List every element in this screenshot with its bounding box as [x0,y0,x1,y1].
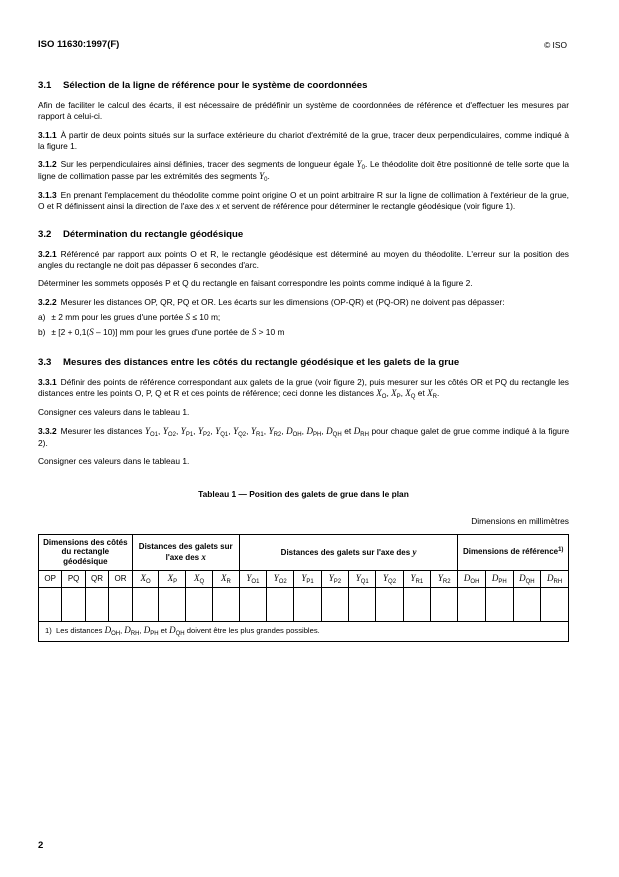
col-dqh: $D_{QH}$ [513,570,541,587]
col-op: OP [39,570,62,587]
copyright-notice: © ISO [544,40,567,50]
section-3-1-intro: Afin de faciliter le calcul des écarts, il est nécessaire de prédéfinir un système de coordonnées de référence et d'effectuer les mesures par rapport à celui-ci. [38,100,569,122]
col-doh: $D_{OH}$ [458,570,486,587]
col-pq: PQ [62,570,85,587]
col-dph: $D_{PH}$ [485,570,513,587]
col-xo: $X_O$ [132,570,159,587]
page-number: 2 [38,840,44,851]
table-footnote: 1) Les distances $D_{OH}$, $D_{RH}$, $D_{PH}$ et $D_{QH}$ doivent être les plus grandes possibles. [39,621,569,641]
paragraph-3-3-1: 3.3.1 Définir des points de référence correspondant aux galets de la grue (voir figure 2), puis mesurer sur les côtés OR et PQ du rectangle les distances entre les points O, P, Q et R et ces points de référence; ceci donne les distances $X_O$, $X_P$, $X_Q$ et $X_R$. [38,377,569,400]
col-yr2: $Y_{R2}$ [431,570,458,587]
standard-designation: ISO 11630:1997(F) [38,39,120,50]
paragraph-3-2-1: 3.2.1 Référencé par rapport aux points O et R, le rectangle géodésique est déterminé au moyen du théodolite. L'erreur sur la position des angles du rectangle ne doit pas dépasser 6 secondes d'arc. [38,248,569,270]
paragraph-3-1-2: 3.1.2 Sur les perpendiculaires ainsi définies, tracer des segments de longueur égale $Y_0$. Le théodolite doit être positionné de telle sorte que la ligne de collimation passe par les extrémités des segments $Y_0$. [38,159,570,183]
col-yq2: $Y_{Q2}$ [376,570,403,587]
col-xq: $X_Q$ [186,570,213,587]
table-unit-note: Dimensions en millimètres [471,515,569,526]
group-rectangle-sides: Dimensions des côtés du rectangle géodésique [39,534,133,570]
section-3-2-heading: 3.2 Détermination du rectangle géodésique [38,228,244,240]
list-item-a: a) ± 2 mm pour les grues d'une portée S ≤ 10 m; [38,311,221,322]
col-yq1: $Y_{Q1}$ [349,570,376,587]
col-yo1: $Y_{O1}$ [239,570,266,587]
col-yp1: $Y_{P1}$ [294,570,321,587]
paragraph-3-2-1-b: Déterminer les sommets opposés P et Q du rectangle en faisant correspondre les points comme indiqué à la figure 2. [38,278,473,289]
paragraph-3-1-3: 3.1.3 En prenant l'emplacement du théodolite comme point origine O et un point arbitraire R sur la ligne de collimation à l'extérieur de la grue, O et R définissent ainsi la direction de l'axe des x et servent de référence pour déterminer le rectangle géodésique (voir figure 1). [38,190,569,212]
section-3-3-heading: 3.3 Mesures des distances entre les côtés du rectangle géodésique et les galets de la grue [38,356,460,368]
col-yp2: $Y_{P2}$ [321,570,348,587]
list-item-b: b) ± [2 + 0,1(S – 10)] mm pour les grues d'une portée de S > 10 m [38,327,285,338]
group-y-distances: Distances des galets sur l'axe des y [239,534,458,570]
group-x-distances: Distances des galets sur l'axe des x [132,534,239,570]
col-qr: QR [85,570,108,587]
col-yr1: $Y_{R1}$ [403,570,430,587]
consign-note-1: Consigner ces valeurs dans le tableau 1. [38,407,190,418]
table-group-header [39,534,569,570]
table-row [39,587,569,621]
table-1 [38,534,569,642]
col-xp: $X_P$ [159,570,186,587]
paragraph-3-1-1: 3.1.1 À partir de deux points situés sur la surface extérieure du chariot d'extrémité de la grue, tracer deux perpendiculaires, comme indiqué à la figure 1. [38,129,569,151]
paragraph-3-3-2: 3.3.2 Mesurer les distances $Y_{O1}$, $Y_{O2}$, $Y_{P1}$, $Y_{P2}$, $Y_{Q1}$, $Y_{Q2}$, $Y_{R1}$, $Y_{R2}$, $D_{OH}$, $D_{PH}$, $D_{QH}$ et $D_{RH}$ pour chaque galet de grue comme indiqué à la figure 2). [38,426,570,448]
section-3-1-heading: 3.1 Sélection de la ligne de référence pour le système de coordonnées [38,80,368,91]
table-footnote-row [39,621,569,641]
group-reference-dimensions: Dimensions de référence$^{1)}$ [458,534,569,570]
table-title: Tableau 1 — Position des galets de grue dans le plan [198,489,409,500]
consign-note-2: Consigner ces valeurs dans le tableau 1. [38,456,190,467]
table-column-header [39,570,569,587]
col-drh: $D_{RH}$ [541,570,569,587]
col-or: OR [109,570,132,587]
page-content [38,80,569,642]
col-xr: $X_R$ [212,570,239,587]
paragraph-3-2-2: 3.2.2 Mesurer les distances OP, QR, PQ et OR. Les écarts sur les dimensions (OP-QR) et (PQ-OR) ne doivent pas dépasser: [38,297,505,308]
col-yo2: $Y_{O2}$ [267,570,294,587]
